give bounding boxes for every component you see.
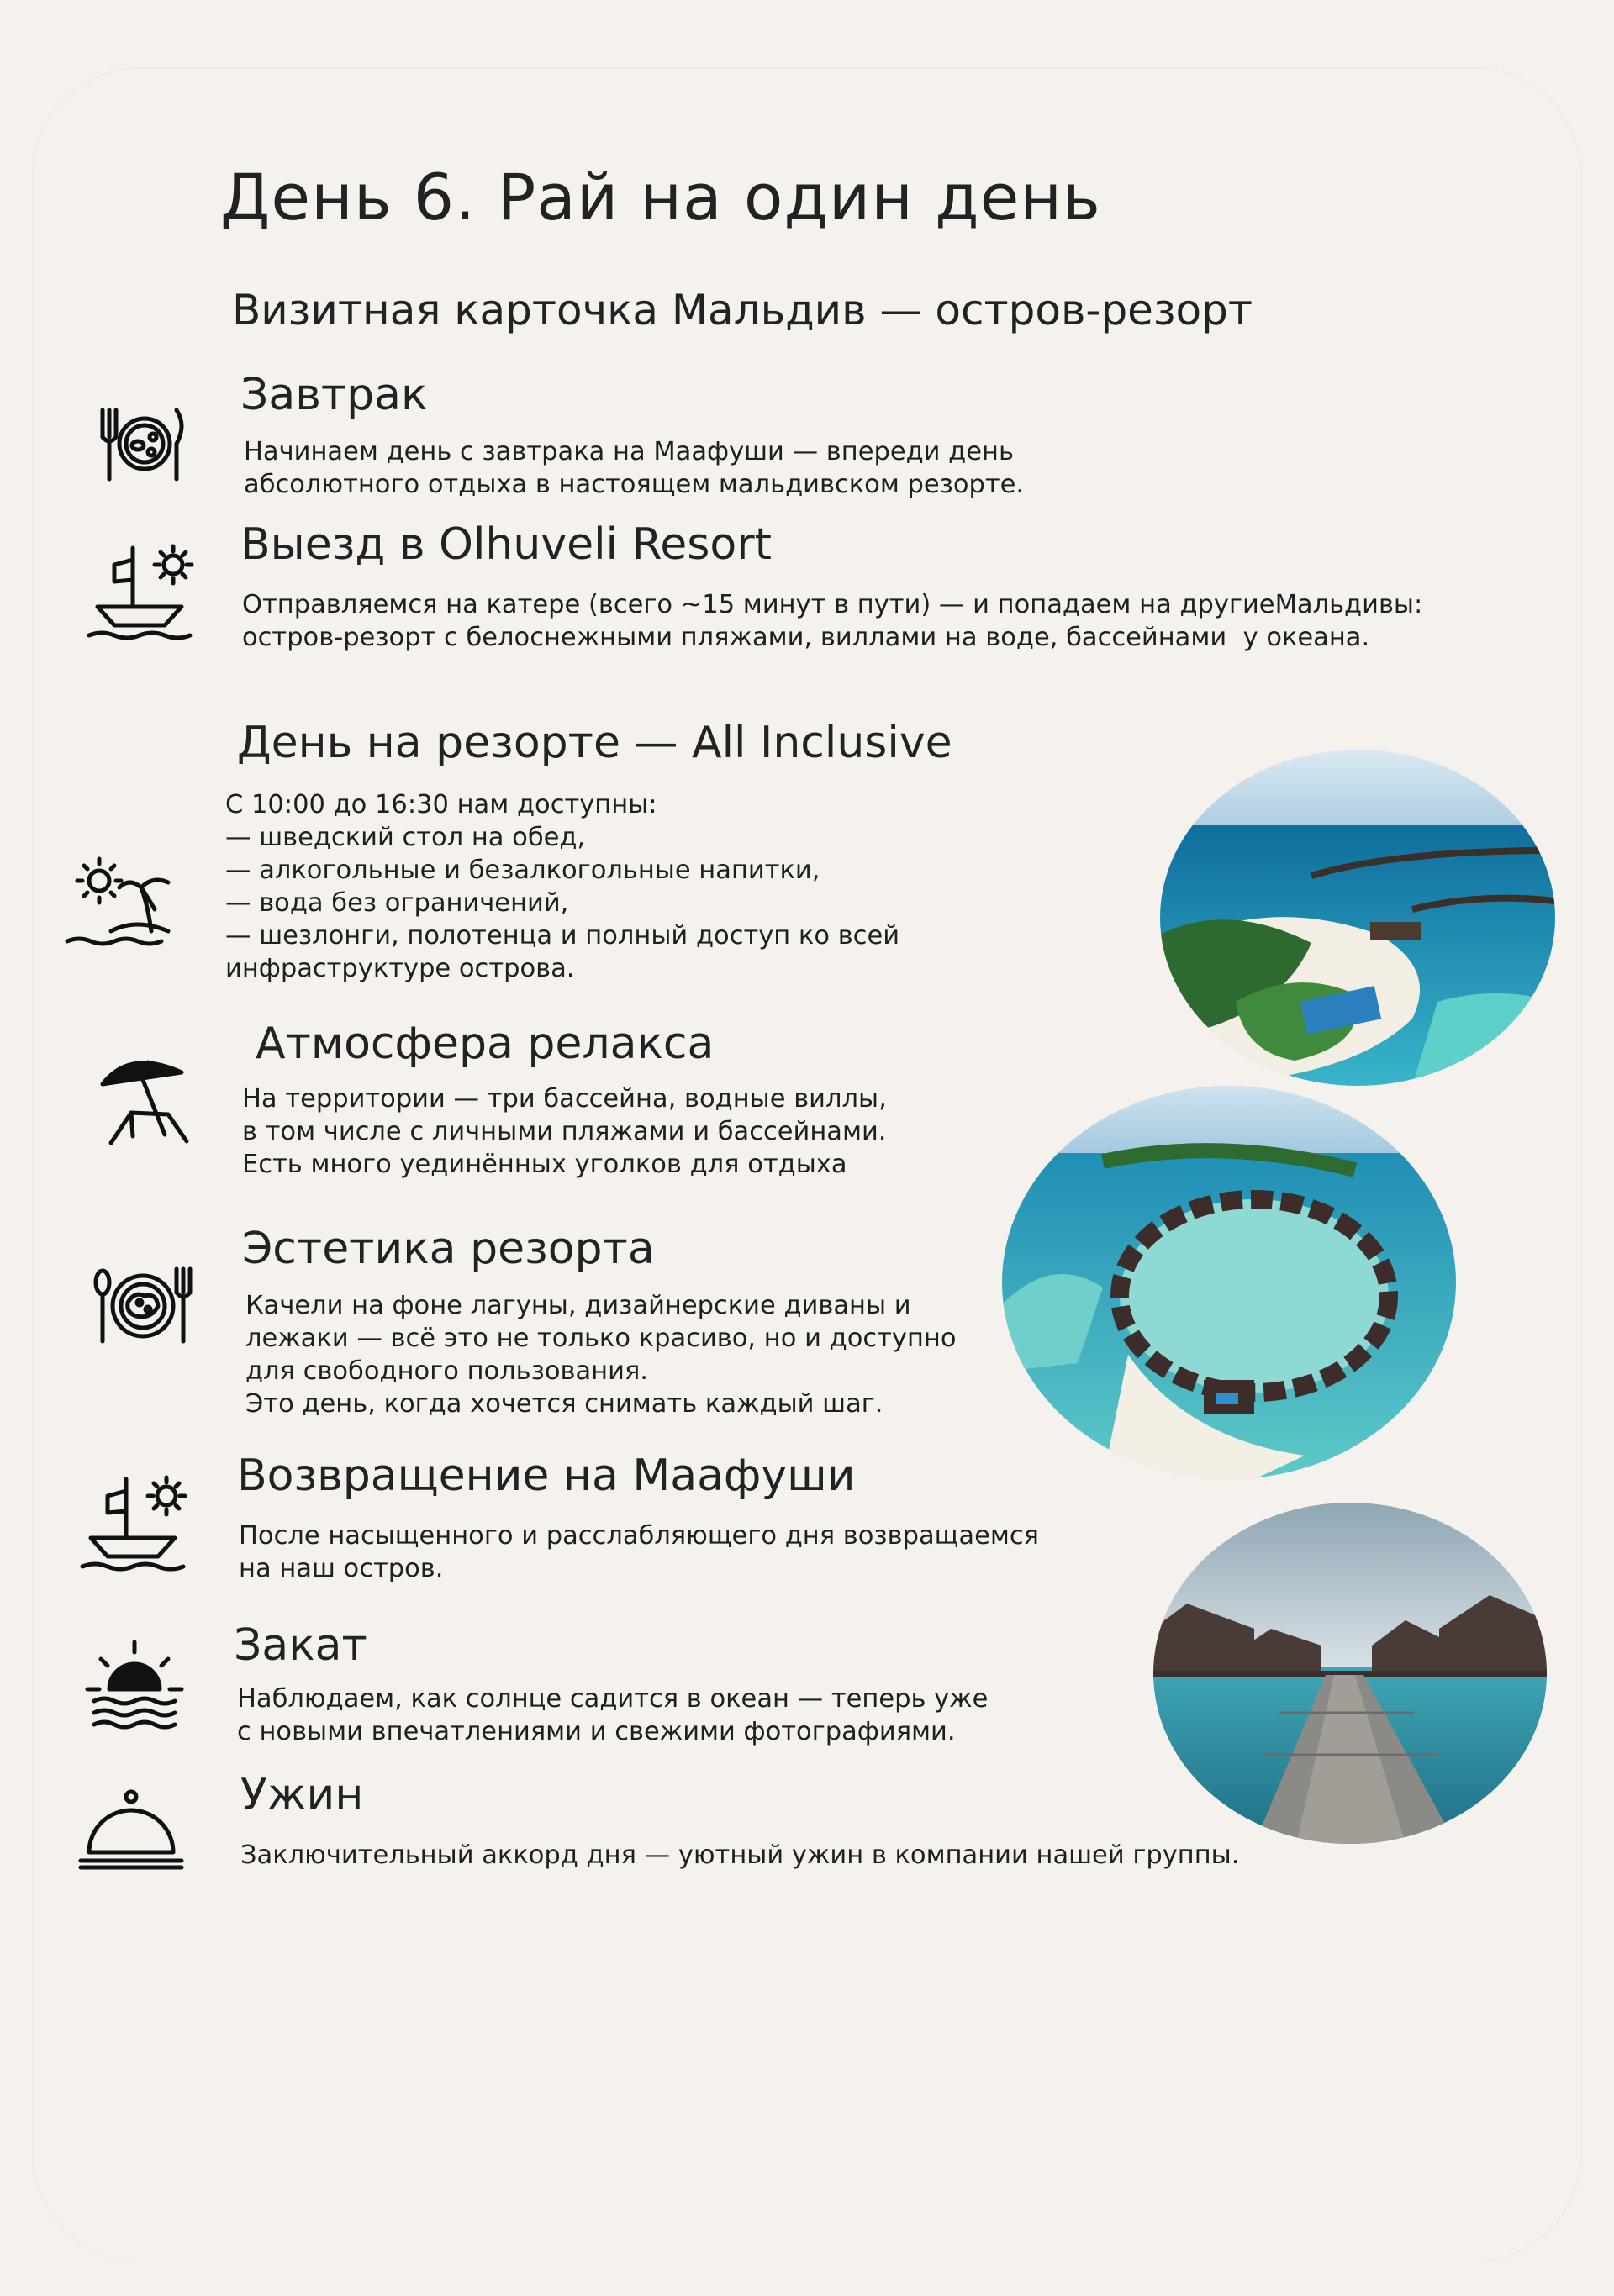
cloche-icon <box>72 1772 190 1889</box>
page-subtitle: Визитная карточка Мальдив — остров-резорт <box>232 286 1253 334</box>
sunset-icon <box>76 1624 193 1741</box>
section-heading-relax: Атмосфера релакса <box>256 1019 715 1069</box>
section-text-breakfast: Начинаем день с завтрака на Маафуши — впереди день абсолютного отдыха в настоящем мальдивском резорте. <box>244 437 1025 499</box>
section-heading-return: Возвращение на Маафуши <box>237 1451 856 1501</box>
section-text-dinner: Заключительный аккорд дня — уютный ужин в компании нашей группы. <box>240 1840 1240 1870</box>
section-text-resort-day: С 10:00 до 16:30 нам доступны: — шведский стол на обед, — алкогольные и безалкогольные напитки, — вода без ограничений, — шезлонги, полотенца и полный доступ ко всей инфраструктуре острова. <box>225 790 900 983</box>
boat-sun-icon <box>74 1462 192 1580</box>
section-heading-sunset: Закат <box>234 1620 367 1671</box>
page-title: День 6. Рай на один день <box>220 160 1101 234</box>
resort-aerial-photo <box>1160 750 1555 1086</box>
section-text-relax: На территории — три бассейна, водные виллы, в том числе с личными пляжами и бассейнами. Есть много уединённых уголков для отдыха <box>242 1084 887 1179</box>
section-heading-dinner: Ужин <box>240 1770 364 1820</box>
island-sun-icon <box>61 839 178 956</box>
section-text-aesthetics: Качели на фоне лагуны, дизайнерские диваны и лежаки — всё это не только красиво, но и доступно для свободного пользования. Это день, когда хочется снимать каждый шаг. <box>245 1291 957 1419</box>
section-heading-aesthetics: Эстетика резорта <box>242 1224 655 1274</box>
section-text-departure: Отправляемся на катере (всего ~15 минут в пути) — и попадаем на другиеМальдивы: остров-резорт с белоснежными пляжами, виллами на воде, бассейнами у океана. <box>242 590 1423 652</box>
section-text-return: После насыщенного и расслабляющего дня возвращаемся на наш остров. <box>239 1521 1039 1583</box>
breakfast-plate-icon <box>84 385 202 503</box>
section-heading-departure: Выезд в Olhuveli Resort <box>240 519 772 570</box>
water-villas-walkway-photo <box>1153 1503 1547 1844</box>
dinner-plate-icon <box>84 1244 202 1361</box>
section-heading-breakfast: Завтрак <box>240 370 428 420</box>
boat-sun-icon <box>81 531 198 649</box>
section-heading-resort-day: День на резорте — All Inclusive <box>237 718 952 768</box>
lagoon-villas-photo <box>1002 1086 1456 1479</box>
section-text-sunset: Наблюдаем, как солнце садится в океан — теперь уже с новыми впечатлениями и свежими фотографиями. <box>237 1684 989 1746</box>
beach-umbrella-icon <box>87 1042 205 1160</box>
